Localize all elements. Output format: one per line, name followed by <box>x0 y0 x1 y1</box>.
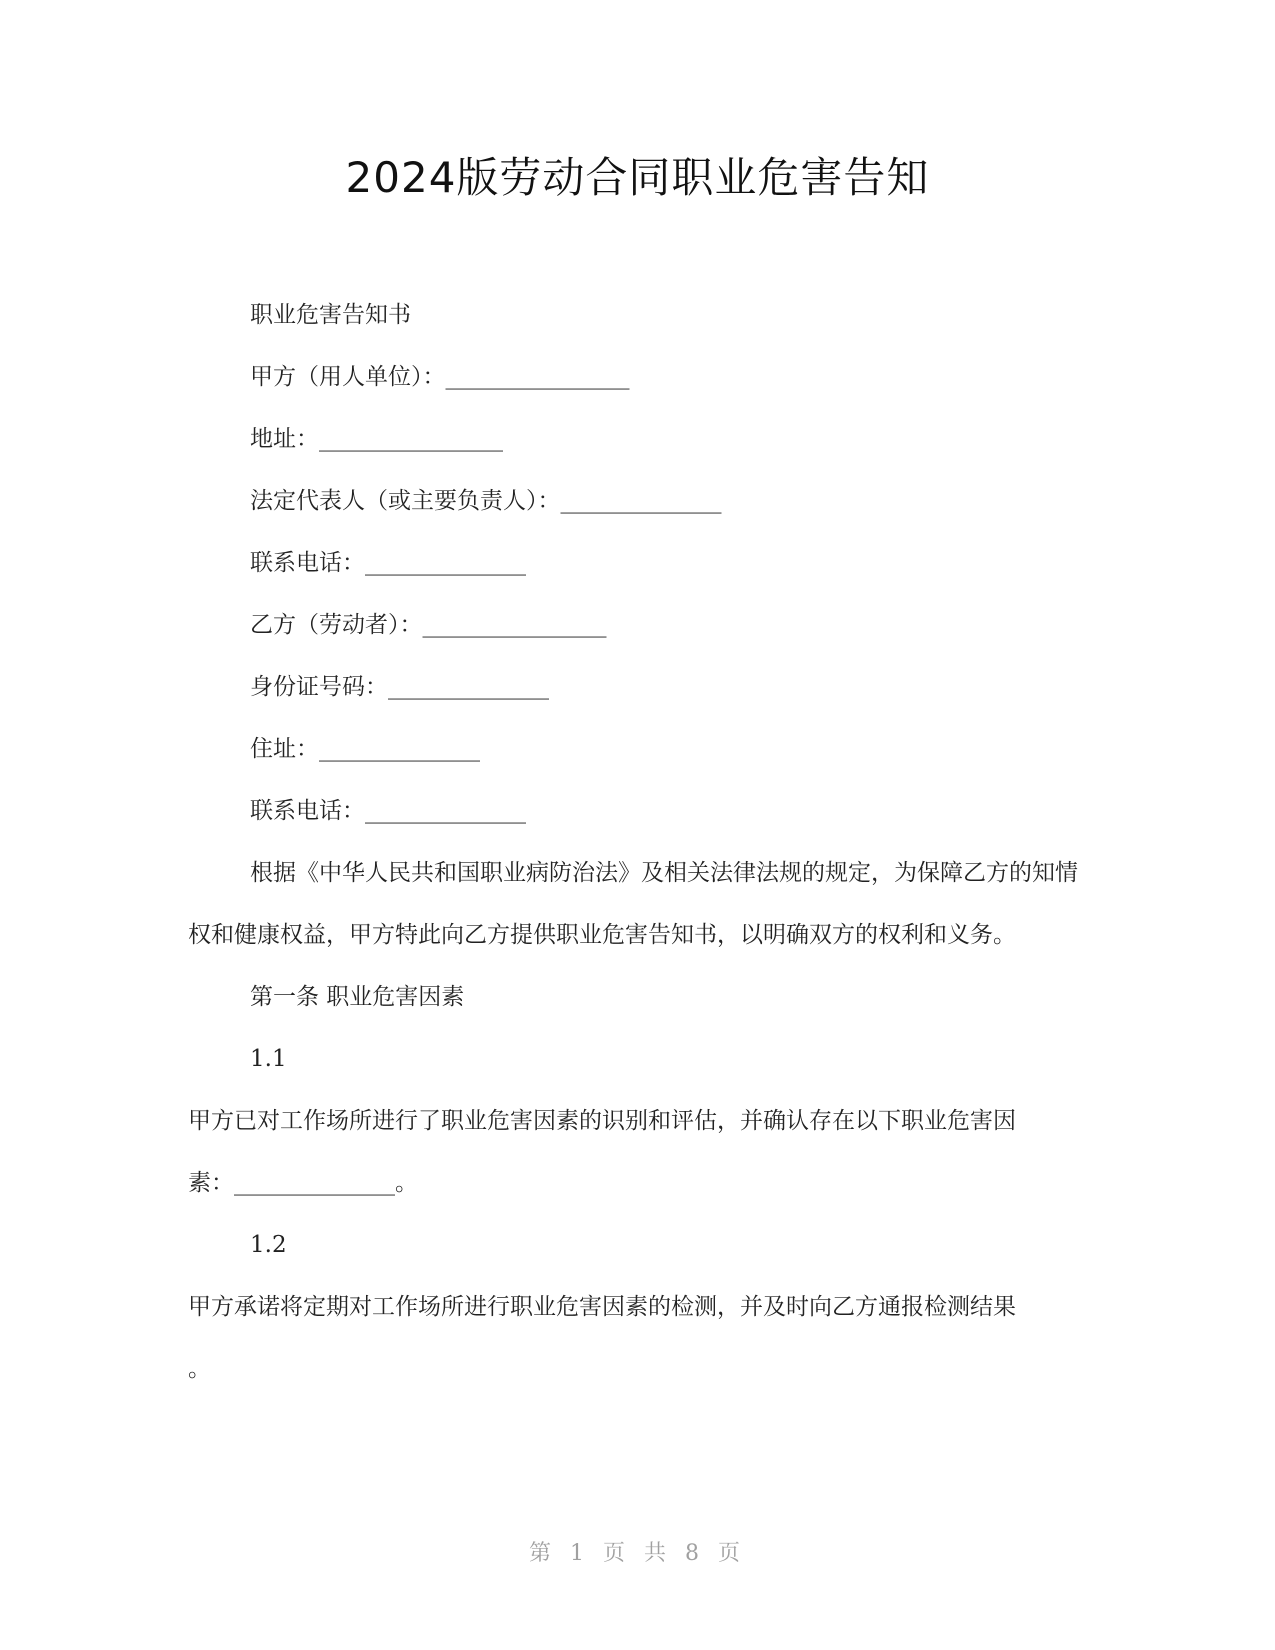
document-body <box>188 284 1088 1400</box>
clause-1-2-number: 1.2 <box>250 1232 287 1258</box>
residence-field: 住址：______________ <box>250 736 480 762</box>
document-title: 2024版劳动合同职业危害告知 <box>345 153 930 202</box>
id-number-field: 身份证号码：______________ <box>250 674 549 700</box>
party-b-phone-field: 联系电话：______________ <box>250 798 526 824</box>
party-a-field: 甲方（用人单位）：________________ <box>250 364 630 390</box>
article-1-title: 第一条 职业危害因素 <box>250 984 465 1010</box>
clause-1-1-text-continued: 素：______________。 <box>188 1170 418 1196</box>
party-b-field: 乙方（劳动者）：________________ <box>250 612 607 638</box>
party-a-phone-field: 联系电话：______________ <box>250 550 526 576</box>
address-field: 地址：________________ <box>250 426 503 452</box>
intro-paragraph: 根据《中华人民共和国职业病防治法》及相关法律法规的规定，为保障乙方的知情权和健康权益，甲方特此向乙方提供职业危害告知书，以明确双方的权利和义务。 <box>188 860 1078 948</box>
page-number-footer: 第 1 页 共 8 页 <box>529 1541 746 1566</box>
clause-1-1-number: 1.1 <box>250 1046 287 1072</box>
clause-1-2-text: 甲方承诺将定期对工作场所进行职业危害因素的检测，并及时向乙方通报检测结果 <box>188 1294 1016 1320</box>
legal-representative-field: 法定代表人（或主要负责人）：______________ <box>250 488 722 514</box>
clause-1-2-text-continued: 。 <box>188 1356 211 1382</box>
clause-1-1-text: 甲方已对工作场所进行了职业危害因素的识别和评估，并确认存在以下职业危害因 <box>188 1108 1016 1134</box>
notice-heading: 职业危害告知书 <box>250 302 411 328</box>
